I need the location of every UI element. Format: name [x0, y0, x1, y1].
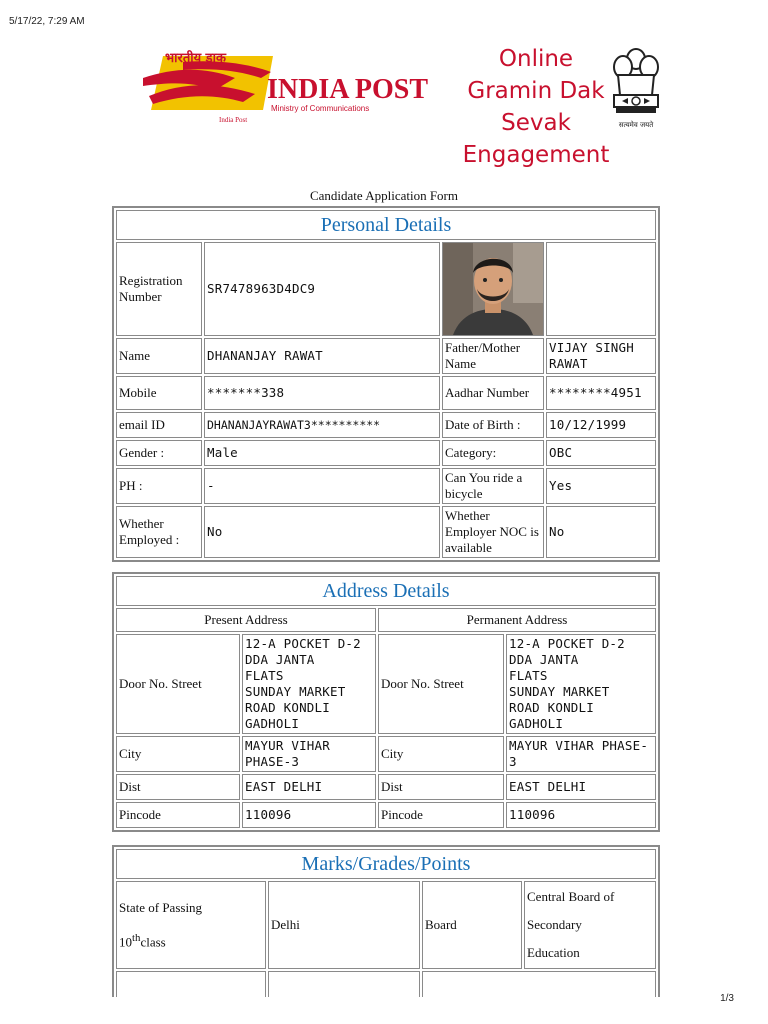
candidate-photo: [443, 243, 543, 335]
next-row-cell: [116, 971, 266, 997]
address-details-section: [112, 572, 660, 832]
email-label: email ID: [116, 412, 202, 438]
form-title: Candidate Application Form: [309, 188, 459, 203]
marks-table: [114, 847, 658, 997]
noc-value: No: [546, 506, 656, 558]
personal-details-table: [114, 208, 658, 560]
permanent-pincode-value: 110096: [506, 802, 656, 828]
state-of-passing-label: [116, 881, 266, 969]
marks-section: [112, 845, 660, 997]
bicycle-label: Can You ride a bicycle: [442, 468, 544, 504]
personal-details-section: [112, 206, 660, 562]
registration-label: Registration Number: [116, 242, 202, 336]
lion-capital-icon: [610, 45, 662, 121]
address-line: SUNDAY MARKET: [245, 684, 346, 699]
marks-heading: Marks/Grades/Points: [116, 849, 656, 879]
present-door-value: [242, 634, 376, 734]
present-city-label: City: [116, 736, 240, 772]
present-pincode-value: 110096: [242, 802, 376, 828]
address-line: ROAD KONDLI: [245, 700, 330, 715]
address-line: DDA JANTA: [245, 652, 315, 667]
present-dist-value: EAST DELHI: [242, 774, 376, 800]
permanent-city-value: MAYUR VIHAR PHASE-3: [506, 736, 656, 772]
parent-name-label: Father/Mother Name: [442, 338, 544, 374]
present-city-value: MAYUR VIHAR PHASE-3: [242, 736, 376, 772]
category-label: Category:: [442, 440, 544, 466]
address-line: FLATS: [245, 668, 284, 683]
address-details-table: [114, 574, 658, 830]
address-line: GADHOLI: [509, 716, 564, 731]
board-line: Secondary: [527, 917, 582, 932]
present-door-label: Door No. Street: [116, 634, 240, 734]
employed-label: Whether Employed :: [116, 506, 202, 558]
gender-label: Gender :: [116, 440, 202, 466]
logo-ministry: Ministry of Communications: [271, 104, 370, 113]
mobile-value: *******338: [204, 376, 440, 410]
aadhar-label: Aadhar Number: [442, 376, 544, 410]
address-line: FLATS: [509, 668, 548, 683]
permanent-pincode-label: Pincode: [378, 802, 504, 828]
present-address-heading: Present Address: [116, 608, 376, 632]
category-value: OBC: [546, 440, 656, 466]
address-line: ROAD KONDLI: [509, 700, 594, 715]
next-row-cell: [422, 971, 656, 997]
logo-brand: INDIA POST: [267, 74, 429, 105]
class-label-line: [119, 923, 263, 957]
page-header-title: [450, 43, 622, 171]
permanent-address-heading: Permanent Address: [378, 608, 656, 632]
address-line: GADHOLI: [245, 716, 300, 731]
noc-label: Whether Employer NOC is available: [442, 506, 544, 558]
name-label: Name: [116, 338, 202, 374]
ph-value: -: [204, 468, 440, 504]
dob-value: 10/12/1999: [546, 412, 656, 438]
permanent-door-value: [506, 634, 656, 734]
india-post-logo: [143, 48, 453, 130]
name-value: DHANANJAY RAWAT: [204, 338, 440, 374]
board-line: Education: [527, 945, 580, 960]
permanent-dist-value: EAST DELHI: [506, 774, 656, 800]
permanent-door-label: Door No. Street: [378, 634, 504, 734]
permanent-dist-label: Dist: [378, 774, 504, 800]
parent-name-value: VIJAY SINGH RAWAT: [546, 338, 656, 374]
bicycle-value: Yes: [546, 468, 656, 504]
address-line: 12-A POCKET D-2: [509, 636, 625, 651]
page-number: 1/3: [720, 993, 734, 1004]
gender-value: Male: [204, 440, 440, 466]
board-value: [524, 881, 656, 969]
header-title-line: Gramin Dak: [467, 78, 605, 104]
header-title-line: Online: [498, 46, 574, 72]
aadhar-value: ********4951: [546, 376, 656, 410]
header-title-line: Engagement: [462, 142, 610, 168]
logo-small-caption: India Post: [219, 116, 248, 124]
header-title-line: Sevak: [501, 110, 571, 136]
state-label-line: State of Passing: [119, 899, 203, 915]
address-line: 12-A POCKET D-2: [245, 636, 361, 651]
dob-label: Date of Birth :: [442, 412, 544, 438]
mobile-label: Mobile: [116, 376, 202, 410]
board-label: Board: [422, 881, 522, 969]
permanent-city-label: City: [378, 736, 504, 772]
photo-side-empty: [546, 242, 656, 336]
class-superscript: th: [132, 931, 141, 944]
print-datetime: 5/17/22, 7:29 AM: [9, 16, 85, 27]
email-value: DHANANJAYRAWAT3**********: [204, 412, 440, 438]
present-pincode-label: Pincode: [116, 802, 240, 828]
candidate-photo-cell: [442, 242, 544, 336]
personal-details-heading: Personal Details: [116, 210, 656, 240]
address-line: SUNDAY MARKET: [509, 684, 610, 699]
emblem-motto: सत्यमेव जयते: [618, 121, 654, 129]
national-emblem: [610, 45, 662, 137]
ph-label: PH :: [116, 468, 202, 504]
logo-hindi-text: भारतीय डाक: [165, 51, 226, 66]
state-value: Delhi: [268, 881, 420, 969]
address-details-heading: Address Details: [116, 576, 656, 606]
employed-value: No: [204, 506, 440, 558]
board-line: Central Board of: [527, 889, 615, 904]
next-row-cell: [268, 971, 420, 997]
class-number: 10: [119, 934, 132, 950]
present-dist-label: Dist: [116, 774, 240, 800]
class-suffix: class: [140, 934, 166, 950]
address-line: DDA JANTA: [509, 652, 579, 667]
registration-value: SR7478963D4DC9: [204, 242, 440, 336]
